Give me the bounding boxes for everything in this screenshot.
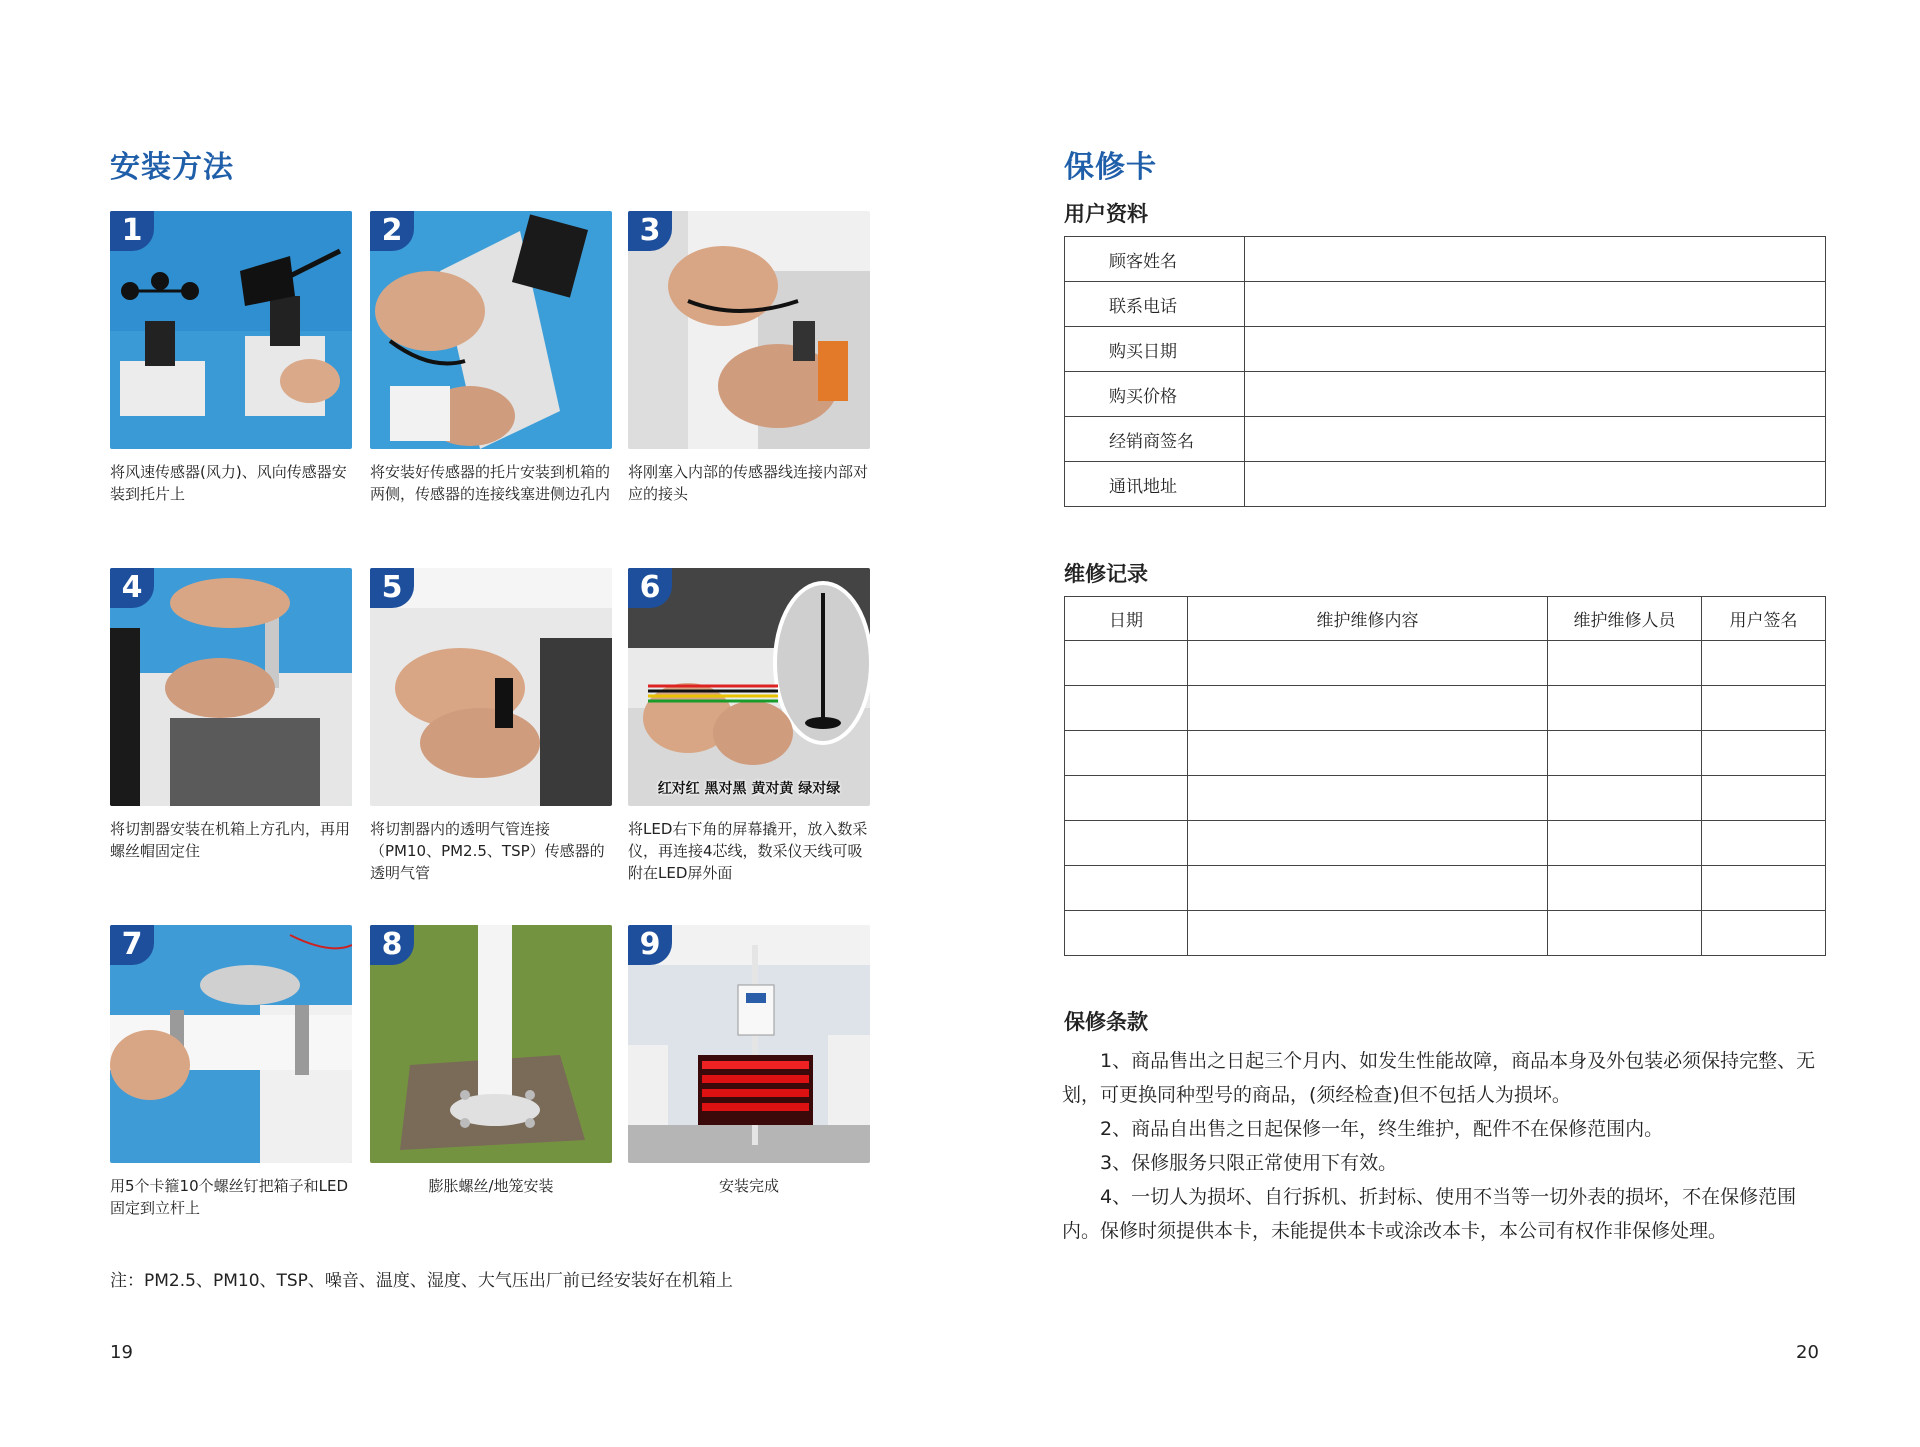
address-field[interactable] [1245, 462, 1826, 507]
step-1 [110, 211, 352, 505]
repair-cell[interactable] [1065, 686, 1188, 731]
page-number-right: 20 [1796, 1342, 1819, 1363]
repair-cell[interactable] [1702, 686, 1826, 731]
step-1-caption: 将风速传感器(风力)、风向传感器安装到托片上 [110, 463, 347, 503]
step-7-photo [110, 925, 352, 1163]
step-9 [628, 925, 870, 1197]
step-9-caption: 安装完成 [718, 1177, 779, 1195]
step-7-caption: 用5个卡箍10个螺丝钉把箱子和LED固定到立杆上 [110, 1177, 349, 1217]
installation-title: 安装方法 [110, 150, 234, 185]
repair-cell[interactable] [1702, 776, 1826, 821]
repair-cell[interactable] [1702, 911, 1826, 956]
user-info-row [1065, 282, 1826, 327]
user-info-label: 购买价格 [1065, 372, 1245, 417]
repair-row [1065, 641, 1826, 686]
step-6-caption: 将LED右下角的屏幕撬开，放入数采仪，再连接4芯线，数采仪天线可吸附在LED屏外面 [628, 820, 868, 882]
user-info-row [1065, 462, 1826, 507]
repair-cell[interactable] [1548, 911, 1702, 956]
step-4 [110, 568, 352, 862]
step-6 [628, 568, 870, 884]
step-8-photo [370, 925, 612, 1163]
warranty-term: 3、保修服务只限正常使用下有效。 [1100, 1152, 1398, 1174]
step-2-number: 2 [370, 211, 414, 251]
repair-row [1065, 686, 1826, 731]
user-info-title: 用户资料 [1064, 202, 1148, 226]
repair-header-staff: 维护维修人员 [1548, 597, 1702, 641]
step-5-caption: 将切割器内的透明气管连接（PM10、PM2.5、TSP）传感器的透明气管 [370, 820, 605, 882]
step-2-photo [370, 211, 612, 449]
step-6-number: 6 [628, 568, 672, 608]
step-3 [628, 211, 870, 505]
repair-cell[interactable] [1548, 821, 1702, 866]
user-info-label: 购买日期 [1065, 327, 1245, 372]
repair-header-row [1065, 597, 1826, 641]
user-info-row [1065, 417, 1826, 462]
repair-record-title: 维修记录 [1064, 562, 1148, 586]
repair-cell[interactable] [1188, 821, 1548, 866]
repair-header-content: 维护维修内容 [1188, 597, 1548, 641]
step-2-caption: 将安装好传感器的托片安装到机箱的两侧，传感器的连接线塞进侧边孔内 [370, 463, 611, 503]
installation-note: 注：PM2.5、PM10、TSP、噪音、温度、湿度、大气压出厂前已经安装好在机箱上 [110, 1271, 733, 1291]
warranty-terms [1062, 1044, 1824, 1248]
repair-cell[interactable] [1065, 911, 1188, 956]
repair-cell[interactable] [1548, 866, 1702, 911]
user-info-row [1065, 372, 1826, 417]
repair-cell[interactable] [1065, 821, 1188, 866]
step-3-photo [628, 211, 870, 449]
repair-cell[interactable] [1702, 641, 1826, 686]
user-info-row [1065, 327, 1826, 372]
repair-cell[interactable] [1188, 866, 1548, 911]
repair-cell[interactable] [1188, 686, 1548, 731]
repair-header-date: 日期 [1065, 597, 1188, 641]
step-7-number: 7 [110, 925, 154, 965]
repair-cell[interactable] [1702, 821, 1826, 866]
step-6-photo [628, 568, 870, 806]
repair-cell[interactable] [1065, 776, 1188, 821]
warranty-term: 2、商品自出售之日起保修一年，终生维护，配件不在保修范围内。 [1100, 1118, 1664, 1140]
repair-row [1065, 911, 1826, 956]
repair-row [1065, 866, 1826, 911]
wire-color-overlay: 红对红 黑对黑 黄对黄 绿对绿 [657, 781, 841, 797]
repair-cell[interactable] [1065, 866, 1188, 911]
user-info-label: 经销商签名 [1065, 417, 1245, 462]
step-4-number: 4 [110, 568, 154, 608]
repair-cell[interactable] [1548, 641, 1702, 686]
step-9-photo [628, 925, 870, 1163]
warranty-term: 4、一切人为损坏、自行拆机、折封标、使用不当等一切外表的损坏，不在保修范围内。保修时须提供本卡，未能提供本卡或涂改本卡，本公司有权作非保修处理。 [1062, 1186, 1797, 1242]
repair-cell[interactable] [1702, 866, 1826, 911]
step-4-caption: 将切割器安装在机箱上方孔内，再用螺丝帽固定住 [110, 820, 351, 860]
repair-cell[interactable] [1188, 911, 1548, 956]
user-info-label: 联系电话 [1065, 282, 1245, 327]
user-info-label: 顾客姓名 [1065, 237, 1245, 282]
step-5 [370, 568, 612, 884]
purchase-date-field[interactable] [1245, 327, 1826, 372]
repair-row [1065, 821, 1826, 866]
step-5-number: 5 [370, 568, 414, 608]
repair-cell[interactable] [1065, 641, 1188, 686]
step-1-number: 1 [110, 211, 154, 251]
repair-cell[interactable] [1548, 686, 1702, 731]
warranty-terms-title: 保修条款 [1064, 1010, 1148, 1034]
warranty-title: 保修卡 [1064, 150, 1157, 185]
customer-name-field[interactable] [1245, 237, 1826, 282]
step-8-number: 8 [370, 925, 414, 965]
user-info-row [1065, 237, 1826, 282]
phone-field[interactable] [1245, 282, 1826, 327]
purchase-price-field[interactable] [1245, 372, 1826, 417]
page-number-left: 19 [110, 1342, 133, 1363]
dealer-signature-field[interactable] [1245, 417, 1826, 462]
repair-row [1065, 776, 1826, 821]
repair-header-signature: 用户签名 [1702, 597, 1826, 641]
step-4-photo [110, 568, 352, 806]
step-9-number: 9 [628, 925, 672, 965]
warranty-term: 1、商品售出之日起三个月内、如发生性能故障，商品本身及外包装必须保持完整、无划，可更换同种型号的商品，(须经检查)但不包括人为损坏。 [1062, 1050, 1816, 1106]
step-2 [370, 211, 612, 505]
step-1-photo [110, 211, 352, 449]
repair-cell[interactable] [1548, 731, 1702, 776]
repair-cell[interactable] [1702, 731, 1826, 776]
step-3-caption: 将刚塞入内部的传感器线连接内部对应的接头 [628, 463, 869, 503]
user-info-table [1064, 236, 1826, 507]
repair-row [1065, 731, 1826, 776]
repair-cell[interactable] [1065, 731, 1188, 776]
step-8-caption: 膨胀螺丝/地笼安装 [428, 1177, 554, 1195]
step-8 [370, 925, 612, 1197]
user-info-label: 通讯地址 [1065, 462, 1245, 507]
step-7 [110, 925, 352, 1219]
step-3-number: 3 [628, 211, 672, 251]
repair-cell[interactable] [1548, 776, 1702, 821]
step-5-photo [370, 568, 612, 806]
repair-cell[interactable] [1188, 776, 1548, 821]
repair-cell[interactable] [1188, 641, 1548, 686]
repair-record-table [1064, 596, 1826, 956]
repair-cell[interactable] [1188, 731, 1548, 776]
